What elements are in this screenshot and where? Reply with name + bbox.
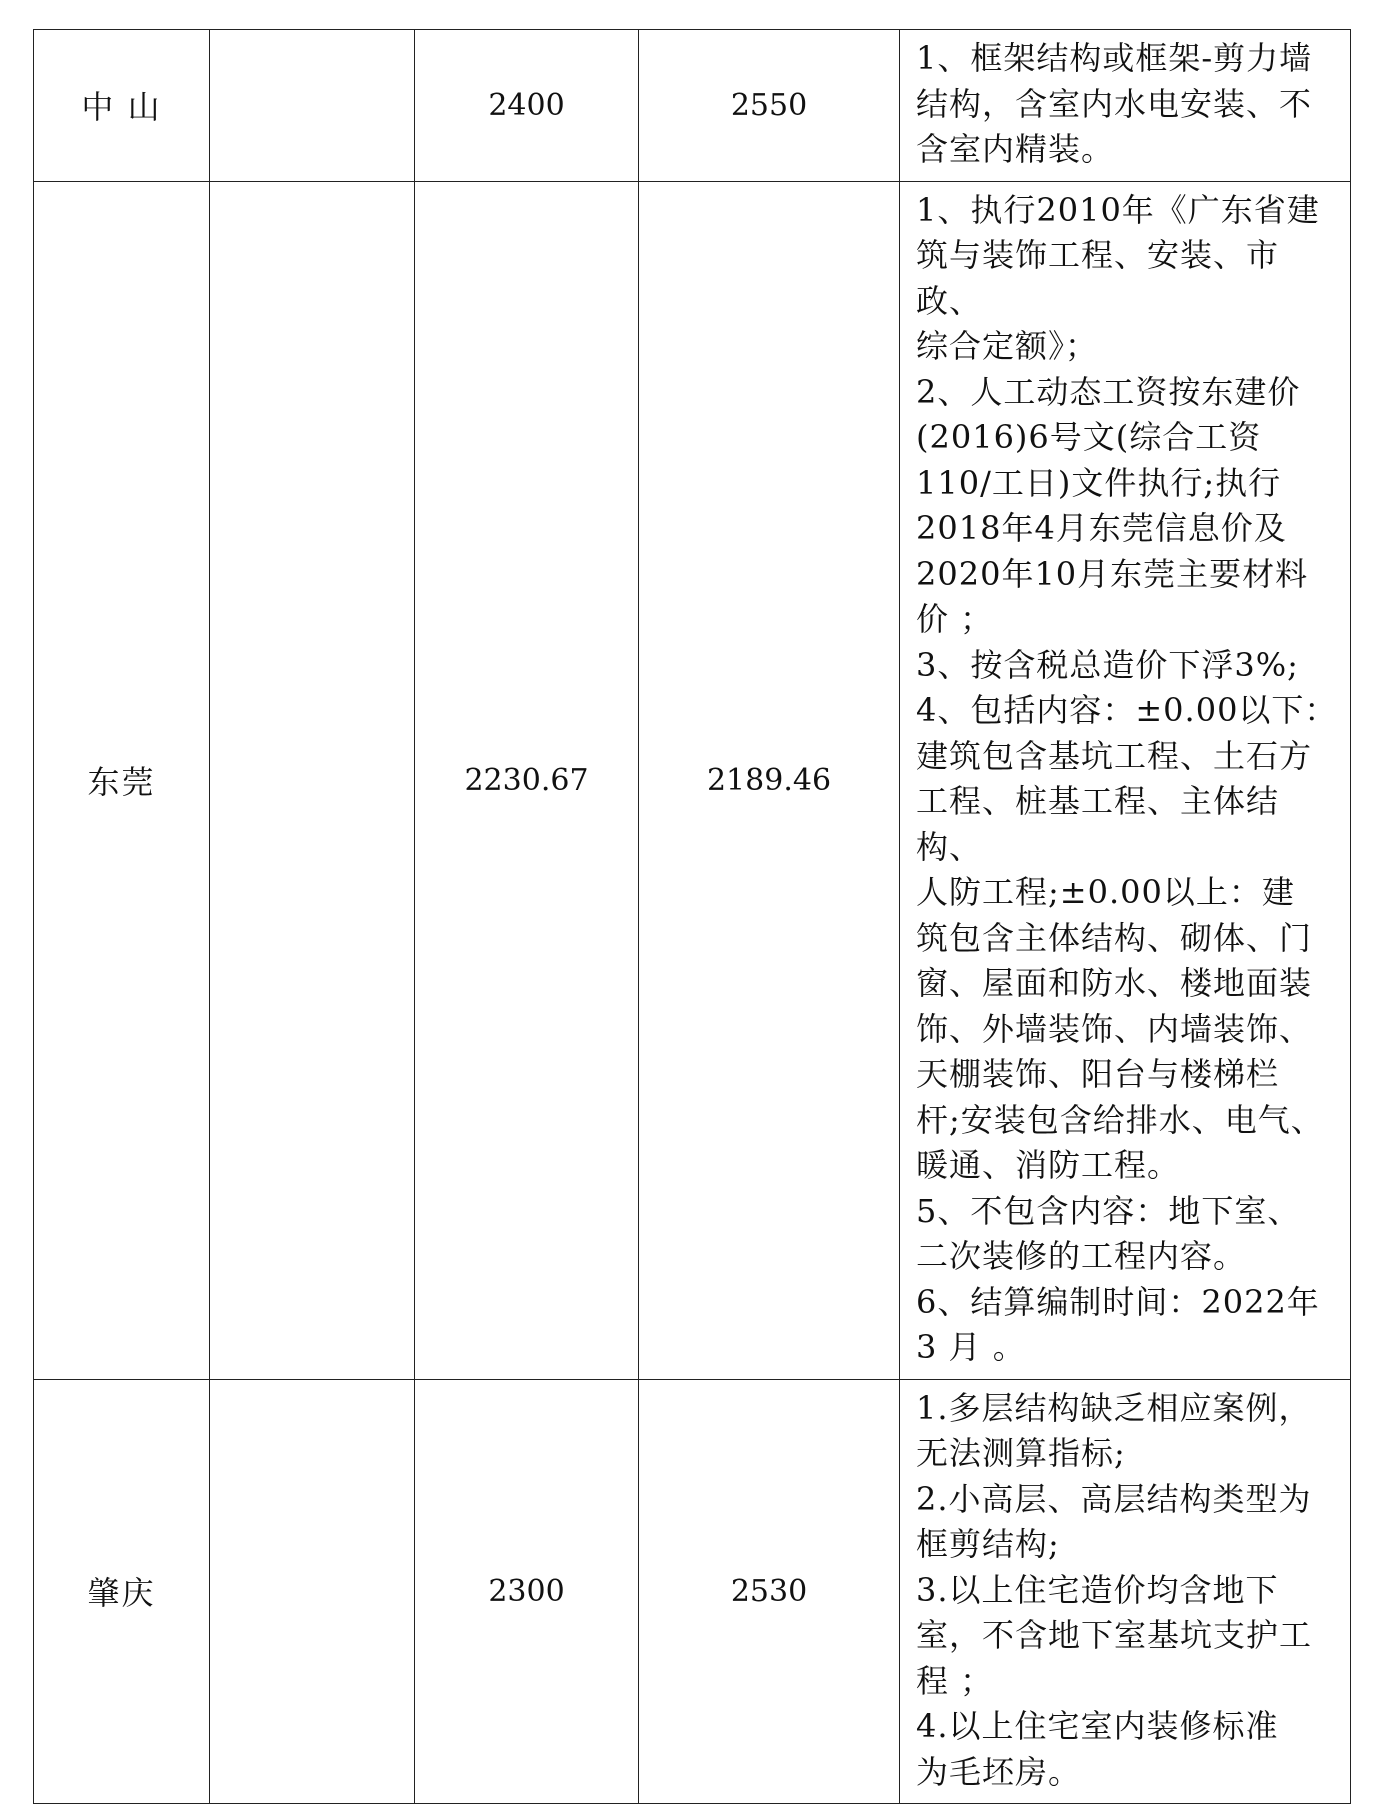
value-b-cell: 2530 bbox=[639, 1379, 900, 1804]
note-item: 4、包括内容：±0.00以下： 建筑包含基坑工程、土石方 工程、桩基工程、主体结构、 人防工程;±0.00以上：建 筑包含主体结构、砌体、门 窗、屋面和防水、楼地面装 饰、外墙装饰、内墙装饰、 天棚装饰、阳台与楼梯栏 杆;安装包含给排水、电气、 暖通、消防工程。 bbox=[916, 691, 1338, 1184]
note-item: 6、结算编制时间：2022年 3 月 。 bbox=[916, 1282, 1320, 1366]
table-row bbox=[34, 181, 1351, 1379]
note-item: 3.以上住宅造价均含地下 室，不含地下室基坑支护工 程 ； bbox=[916, 1570, 1313, 1700]
city-cell bbox=[34, 30, 210, 182]
note-item: 2、人工动态工资按东建价 (2016)6号文(综合工资 110/工日)文件执行;执行 2018年4月东莞信息价及 2020年10月东莞主要材料 价 ； bbox=[916, 372, 1309, 638]
blank-cell bbox=[210, 30, 415, 182]
note-item: 5、不包含内容：地下室、 二次装修的工程内容。 bbox=[916, 1191, 1301, 1275]
note-item: 1、执行2010年《广东省建 筑与装饰工程、安装、市政、 综合定额》； bbox=[916, 190, 1320, 365]
value-a-cell: 2400 bbox=[415, 30, 639, 182]
notes-cell bbox=[900, 181, 1351, 1379]
cost-index-table bbox=[33, 29, 1351, 1804]
city-name: 肇庆 bbox=[87, 1574, 156, 1613]
city-name: 东莞 bbox=[87, 763, 156, 801]
blank-cell bbox=[210, 1379, 415, 1804]
table-row bbox=[34, 1379, 1351, 1804]
value-b-cell: 2189.46 bbox=[639, 181, 900, 1379]
note-item: 2.小高层、高层结构类型为 框剪结构; bbox=[916, 1479, 1312, 1563]
value-a-cell: 2230.67 bbox=[415, 181, 639, 1379]
city-cell bbox=[34, 181, 210, 1379]
note-item: 1.多层结构缺乏相应案例， 无法测算指标; bbox=[916, 1388, 1312, 1472]
blank-cell bbox=[210, 181, 415, 1379]
value-b-cell: 2550 bbox=[639, 30, 900, 182]
table-row bbox=[34, 30, 1351, 182]
value-a-cell: 2300 bbox=[415, 1379, 639, 1804]
note-item: 4.以上住宅室内装修标准 为毛坯房。 bbox=[916, 1707, 1279, 1791]
city-name: 中 山 bbox=[81, 88, 162, 127]
note-item: 1、框架结构或框架-剪力墙 结构，含室内水电安装、不 含室内精装。 bbox=[916, 39, 1313, 168]
note-item: 3、按含税总造价下浮3%; bbox=[916, 645, 1299, 684]
notes-cell bbox=[900, 1379, 1351, 1804]
city-cell bbox=[34, 1379, 210, 1804]
notes-cell bbox=[900, 30, 1351, 182]
